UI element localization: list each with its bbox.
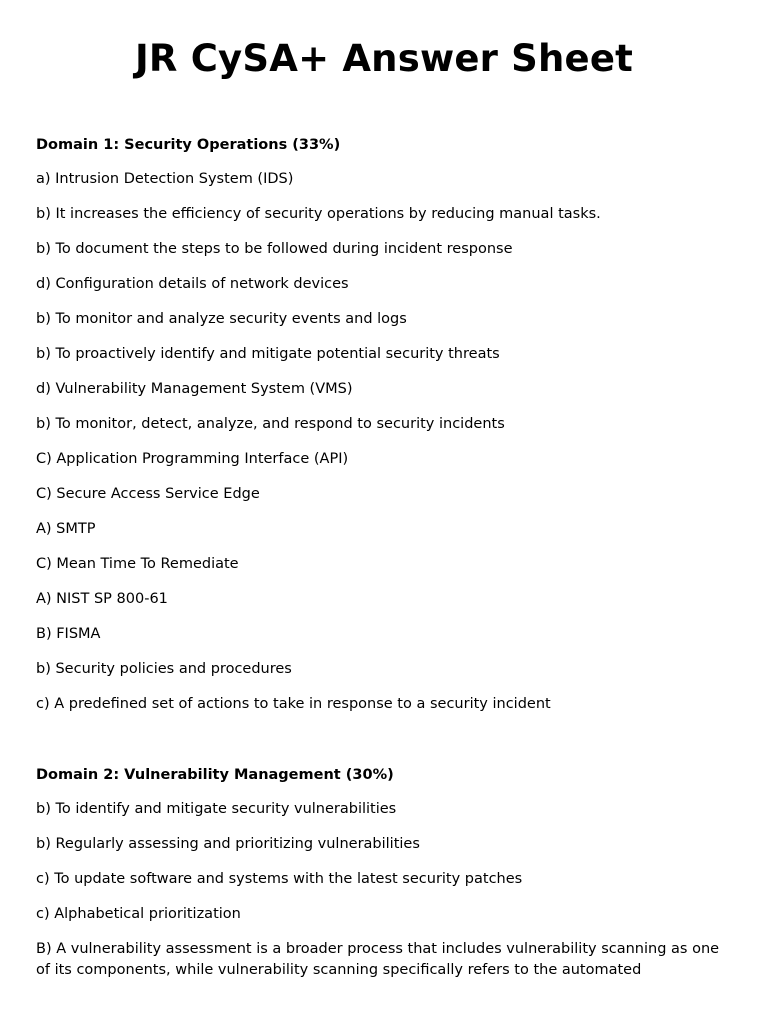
answer-item: C) Application Programming Interface (API) — [36, 451, 349, 467]
answer-item: b) To monitor and analyze security events and logs — [36, 311, 407, 327]
answer-item: b) Regularly assessing and prioritizing vulnerabilities — [36, 836, 420, 852]
answer-item: d) Configuration details of network devices — [36, 276, 349, 292]
answer-item: c) To update software and systems with the latest security patches — [36, 871, 523, 887]
answer-item: A) SMTP — [36, 521, 96, 537]
domain-2-section — [36, 764, 736, 981]
answer-item: C) Secure Access Service Edge — [36, 486, 260, 502]
answer-item: B) A vulnerability assessment is a broader process that includes vulnerability scanning as one of its components, while vulnerability scanning specifically refers to the automated — [36, 941, 720, 978]
answer-item: A) NIST SP 800-61 — [36, 591, 168, 607]
answer-item: b) To document the steps to be followed during incident response — [36, 241, 513, 257]
answer-item: C) Mean Time To Remediate — [36, 556, 239, 572]
answer-item: b) To proactively identify and mitigate potential security threats — [36, 346, 500, 362]
answer-item: a) Intrusion Detection System (IDS) — [36, 171, 294, 187]
answer-item: b) To identify and mitigate security vulnerabilities — [36, 801, 397, 817]
answer-item: c) Alphabetical prioritization — [36, 906, 241, 922]
domain-1-section — [36, 134, 736, 729]
section-heading: Domain 1: Security Operations (33%) — [36, 137, 341, 153]
answer-item: c) A predefined set of actions to take in response to a security incident — [36, 696, 551, 712]
answer-item: b) It increases the efficiency of security operations by reducing manual tasks. — [36, 206, 601, 222]
answer-item: B) FISMA — [36, 626, 101, 642]
answer-item: d) Vulnerability Management System (VMS) — [36, 381, 353, 397]
section-heading: Domain 2: Vulnerability Management (30%) — [36, 767, 394, 783]
answer-item: b) To monitor, detect, analyze, and respond to security incidents — [36, 416, 505, 432]
answer-item: b) Security policies and procedures — [36, 661, 292, 677]
page-title: JR CySA+ Answer Sheet — [134, 37, 634, 80]
